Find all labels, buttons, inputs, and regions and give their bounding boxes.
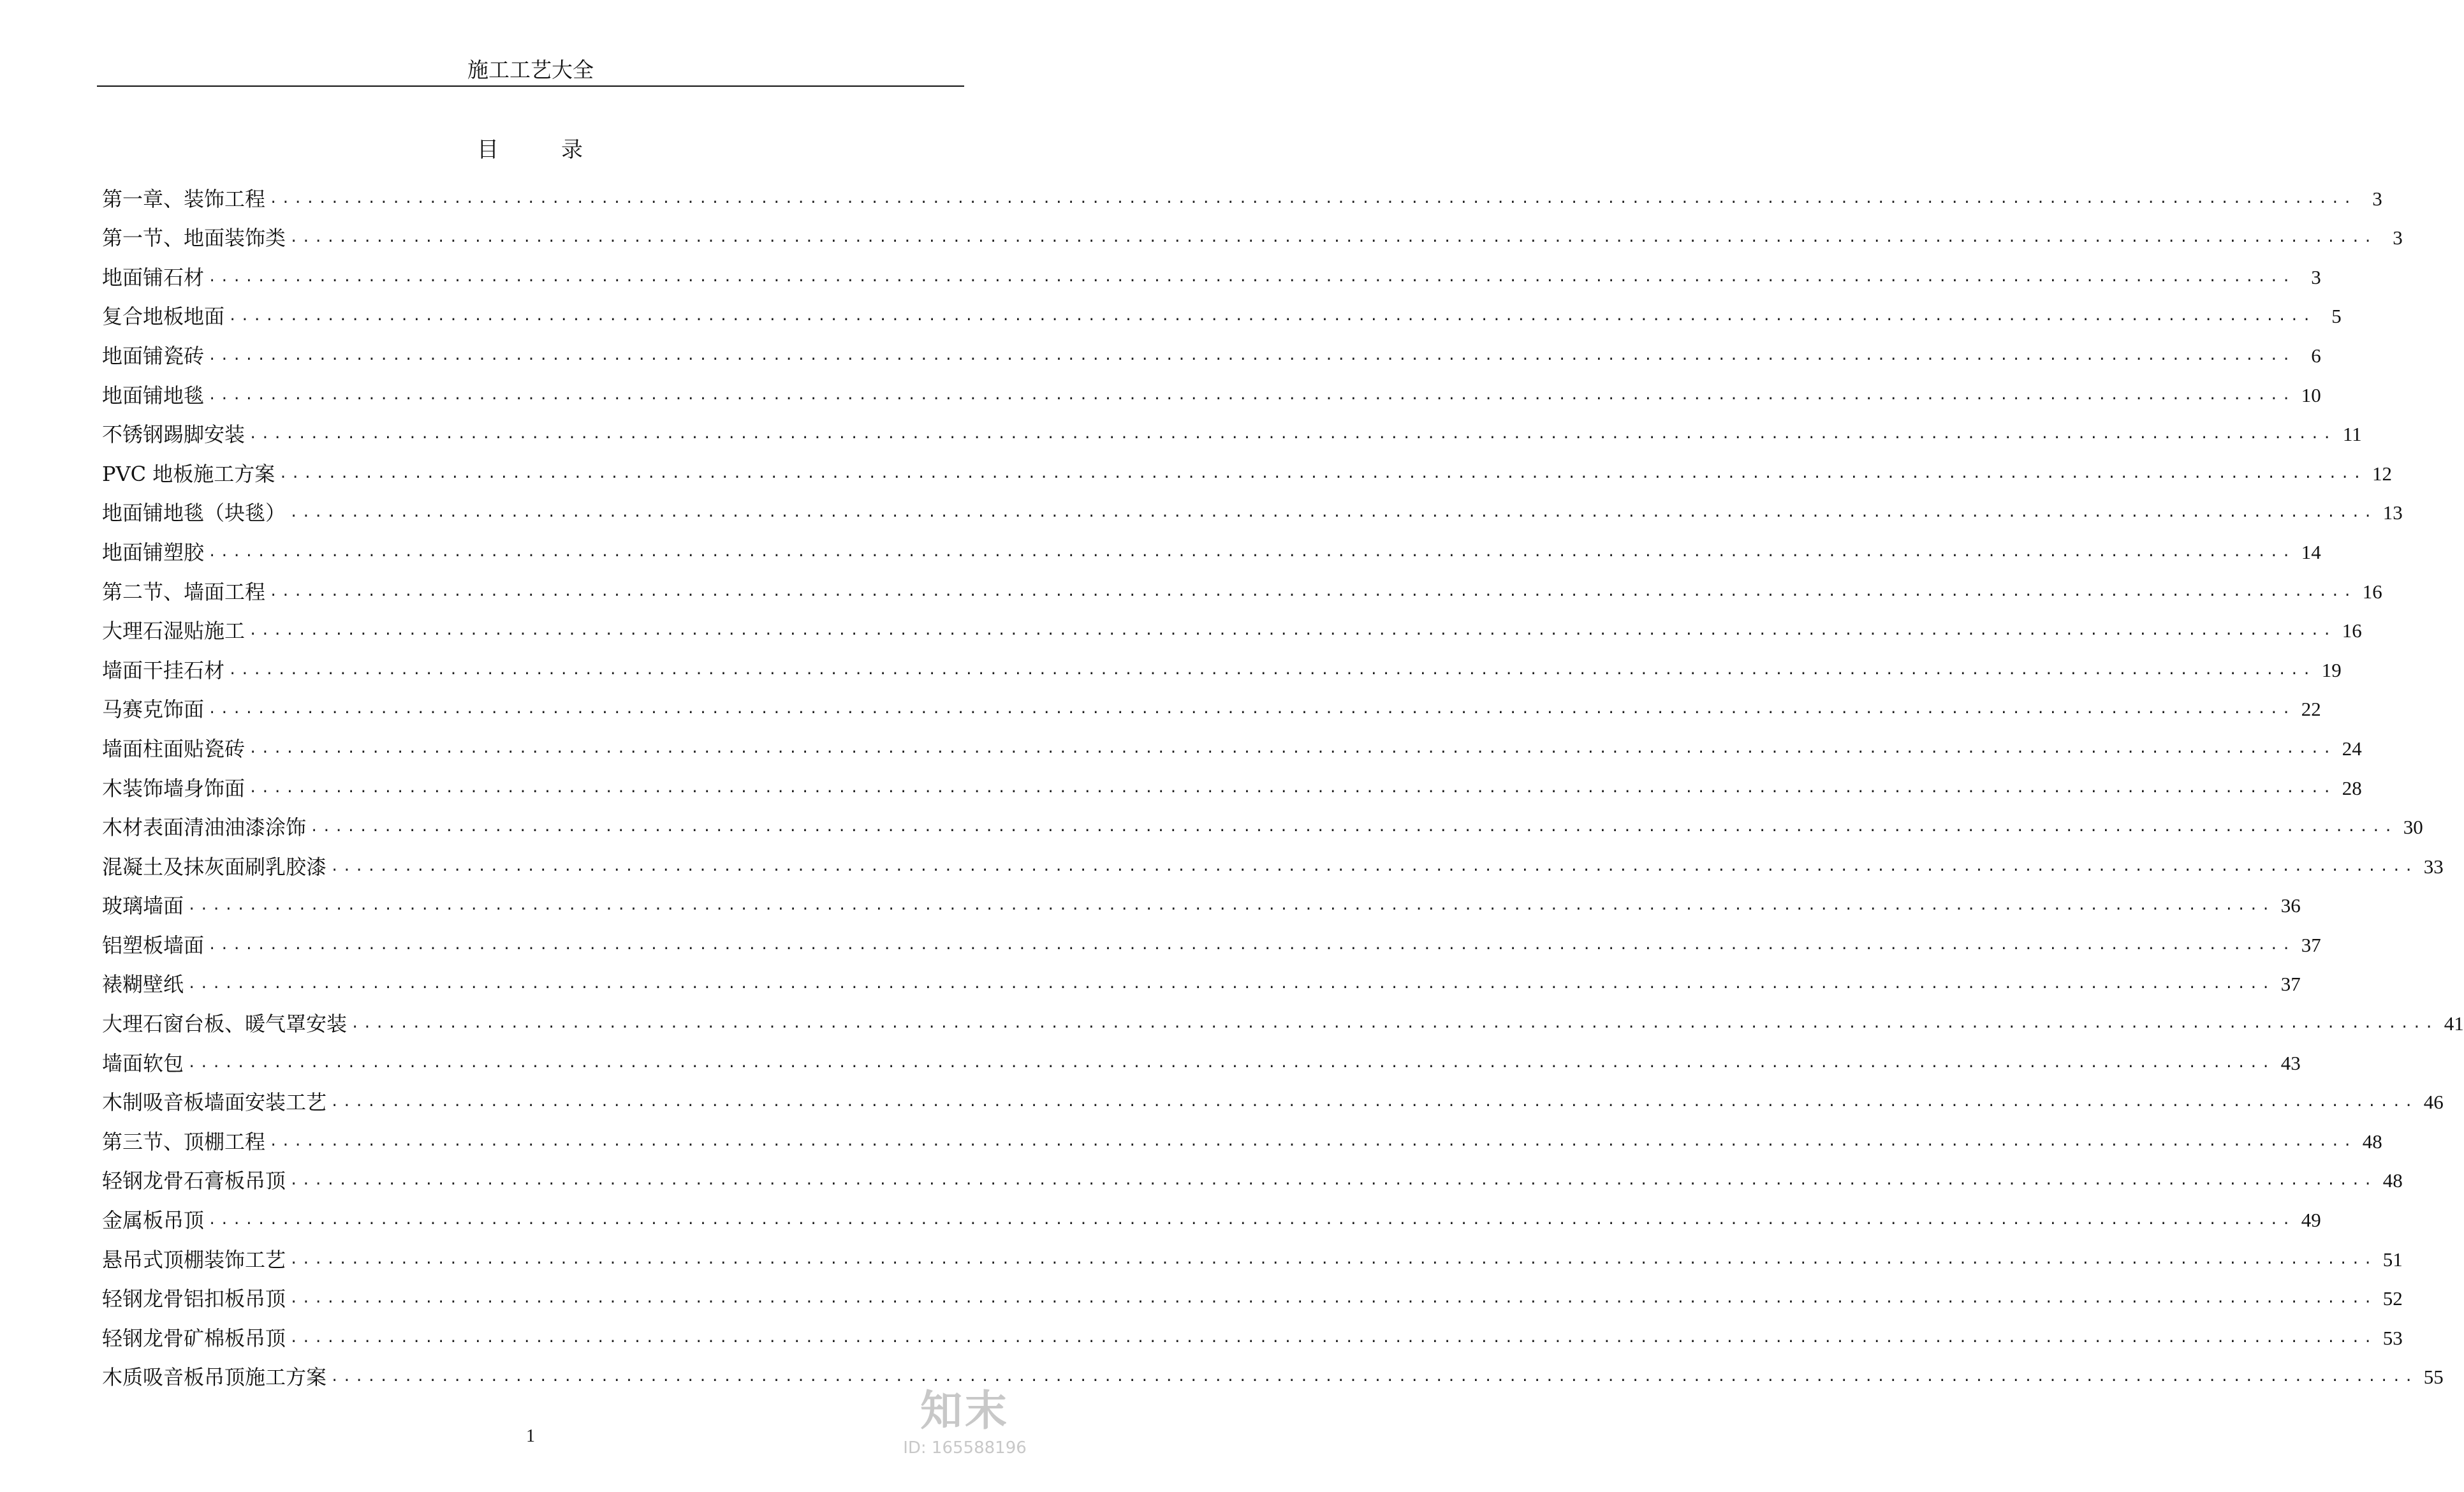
toc-entry[interactable] (102, 488, 2403, 528)
toc-entry-label: 木制吸音板墙面安装工艺 (102, 1090, 327, 1115)
toc-entry[interactable] (102, 213, 2403, 253)
toc-leader-dots: .......................................................................................................................................................................... (208, 347, 2294, 364)
toc-leader-dots: .......................................................................................................................................................................... (269, 1133, 2356, 1149)
toc-entry-page: 13 (2382, 501, 2403, 524)
toc-entry-label: 轻钢龙骨铝扣板吊顶 (102, 1287, 286, 1311)
toc-leader-dots: .......................................................................................................................................................................... (187, 897, 2274, 914)
toc-entry-label: 地面铺地毯 (102, 383, 205, 408)
toc-entry-page: 52 (2382, 1287, 2403, 1310)
toc-entry-page: 37 (2301, 933, 2321, 956)
toc-entry-label: 墙面柱面贴瓷砖 (102, 736, 246, 761)
toc-entry-page: 3 (2372, 187, 2382, 210)
toc-entry-page: 16 (2362, 580, 2382, 603)
toc-entry[interactable] (102, 1195, 2321, 1234)
toc-entry-page: 28 (2342, 776, 2362, 799)
toc-entry-page: 16 (2342, 619, 2362, 642)
toc-leader-dots: .......................................................................................................................................................................... (290, 230, 2376, 246)
toc-entry-page: 41 (2444, 1012, 2464, 1035)
page-header: 施工工艺大全 (467, 57, 594, 82)
toc-entry-label: 铝塑板墙面 (102, 933, 205, 957)
toc-entry-page: 24 (2342, 737, 2362, 760)
toc-title-right: 录 (561, 137, 584, 163)
toc-leader-dots: .......................................................................................................................................................................... (249, 623, 2335, 639)
toc-entry-page: 3 (2311, 265, 2321, 288)
toc-leader-dots: .......................................................................................................................................................................... (208, 387, 2294, 403)
toc-entry-label: 轻钢龙骨矿棉板吊顶 (102, 1326, 286, 1350)
toc-leader-dots: .......................................................................................................................................................................... (208, 936, 2294, 953)
toc-entry[interactable] (102, 1038, 2301, 1077)
toc-entry-label: 墙面干挂石材 (102, 658, 225, 683)
toc-entry[interactable] (102, 1274, 2403, 1313)
toc-leader-dots: .......................................................................................................................................................................... (330, 1094, 2417, 1111)
toc-entry[interactable] (102, 1234, 2403, 1274)
toc-entry-label: 复合地板地面 (102, 304, 225, 329)
toc-entry[interactable] (102, 370, 2321, 410)
toc-entry-label: 地面铺石材 (102, 265, 205, 290)
toc-entry-page: 49 (2301, 1209, 2321, 1232)
watermark-logo: 知末 (920, 1386, 1009, 1435)
toc-entry-label: 混凝土及抹灰面刷乳胶漆 (102, 854, 327, 879)
toc-entry-label: 地面铺地毯（块毯） (102, 501, 286, 526)
toc-leader-dots: .......................................................................................................................................................................... (228, 308, 2315, 325)
toc-entry-page: 11 (2342, 423, 2362, 446)
toc-title-left: 目 (477, 137, 500, 163)
toc-entry[interactable] (102, 410, 2362, 449)
toc-leader-dots: .......................................................................................................................................................................... (290, 505, 2376, 521)
toc-entry-label: 木质吸音板吊顶施工方案 (102, 1365, 327, 1390)
toc-leader-dots: .......................................................................................................................................................................... (187, 1054, 2274, 1071)
toc-entry-page: 19 (2321, 658, 2342, 681)
toc-leader-dots: .......................................................................................................................................................................... (279, 465, 2365, 482)
toc-entry[interactable] (102, 645, 2342, 684)
toc-entry-label: 地面铺塑胶 (102, 540, 205, 565)
toc-leader-dots: .......................................................................................................................................................................... (249, 779, 2335, 796)
toc-leader-dots: .......................................................................................................................................................................... (269, 583, 2356, 600)
toc-entry-label: 裱糊壁纸 (102, 972, 184, 997)
toc-leader-dots: .......................................................................................................................................................................... (310, 819, 2396, 836)
toc-entry[interactable] (102, 527, 2321, 566)
toc-entry[interactable] (102, 881, 2301, 920)
toc-entry-label: 墙面软包 (102, 1051, 184, 1075)
toc-entry[interactable] (102, 330, 2321, 370)
toc-entry[interactable] (102, 252, 2321, 292)
toc-entry-label: 第一章、装饰工程 (102, 186, 266, 211)
toc-leader-dots: .......................................................................................................................................................................... (290, 1251, 2376, 1267)
toc-entry-page: 43 (2280, 1051, 2301, 1074)
toc-entry-label: PVC 地板施工方案 (102, 461, 275, 486)
toc-entry-label: 大理石湿贴施工 (102, 619, 246, 644)
toc-entry-label: 玻璃墙面 (102, 894, 184, 919)
toc-entry-page: 48 (2362, 1130, 2382, 1153)
watermark (901, 1387, 1029, 1458)
toc-entry-page: 33 (2423, 855, 2444, 878)
toc-entry[interactable] (102, 920, 2321, 959)
toc-leader-dots: .......................................................................................................................................................................... (330, 1369, 2417, 1385)
toc-entry-label: 第一节、地面装饰类 (102, 226, 286, 251)
toc-entry-page: 51 (2382, 1248, 2403, 1271)
toc-entry-label: 木装饰墙身饰面 (102, 776, 246, 801)
toc-entry-label: 悬吊式顶棚装饰工艺 (102, 1247, 286, 1272)
toc-entry[interactable] (102, 1313, 2403, 1352)
toc-entry[interactable] (102, 684, 2321, 724)
toc-entry[interactable] (102, 802, 2423, 842)
toc-entry-label: 马赛克饰面 (102, 697, 205, 722)
toc-entry-label: 不锈钢踢脚安装 (102, 422, 246, 447)
toc-entry-page: 12 (2372, 462, 2392, 485)
toc-entry-label: 木材表面清油油漆涂饰 (102, 815, 307, 840)
toc-entry-page: 22 (2301, 698, 2321, 721)
toc-leader-dots: .......................................................................................................................................................................... (208, 543, 2294, 560)
toc-entry[interactable] (102, 1077, 2444, 1117)
toc-entry[interactable] (102, 959, 2301, 999)
toc-entry-page: 55 (2423, 1366, 2444, 1389)
toc-leader-dots: .......................................................................................................................................................................... (249, 740, 2335, 757)
toc-entry[interactable] (102, 723, 2362, 763)
toc-leader-dots: .......................................................................................................................................................................... (290, 1290, 2376, 1307)
toc-entry-page: 6 (2311, 344, 2321, 367)
toc-leader-dots: .......................................................................................................................................................................... (208, 269, 2294, 285)
toc-entry-page: 14 (2301, 540, 2321, 563)
page-number: 1 (526, 1426, 535, 1446)
toc-entry-label: 大理石窗台板、暖气罩安装 (102, 1012, 348, 1037)
toc-entry-page: 37 (2280, 973, 2301, 996)
toc-entry-page: 5 (2331, 305, 2342, 328)
toc-leader-dots: .......................................................................................................................................................................... (208, 1212, 2294, 1229)
toc-leader-dots: .......................................................................................................................................................................... (249, 426, 2335, 443)
toc-entry-page: 36 (2280, 894, 2301, 917)
toc-leader-dots: .......................................................................................................................................................................... (269, 190, 2356, 207)
toc-leader-dots: .......................................................................................................................................................................... (351, 1016, 2437, 1032)
toc-leader-dots: .......................................................................................................................................................................... (187, 976, 2274, 993)
toc-entry-label: 第二节、墙面工程 (102, 579, 266, 604)
toc-entry-page: 48 (2382, 1169, 2403, 1192)
toc-entry-page: 30 (2403, 816, 2423, 839)
toc-entry-label: 轻钢龙骨石膏板吊顶 (102, 1169, 286, 1193)
toc-entry[interactable] (102, 1156, 2403, 1195)
header-rule (97, 85, 964, 87)
toc-leader-dots: .......................................................................................................................................................................... (208, 701, 2294, 718)
toc-title (97, 134, 964, 166)
toc-entry[interactable] (102, 763, 2362, 802)
toc-entry-page: 53 (2382, 1326, 2403, 1349)
toc-entry-label: 第三节、顶棚工程 (102, 1129, 266, 1154)
toc-entry-label: 地面铺瓷砖 (102, 343, 205, 368)
toc-entry[interactable] (102, 292, 2342, 331)
toc-entry[interactable] (102, 1352, 2444, 1392)
toc-entry-page: 10 (2301, 383, 2321, 406)
toc-entry-label: 金属板吊顶 (102, 1208, 205, 1233)
toc-entry[interactable] (102, 566, 2382, 606)
toc-leader-dots: .......................................................................................................................................................................... (290, 1329, 2376, 1346)
toc-entry[interactable] (102, 606, 2362, 646)
toc-entry-page: 3 (2393, 226, 2403, 249)
toc-entry[interactable] (102, 448, 2392, 488)
toc-entry[interactable] (102, 998, 2464, 1038)
toc-leader-dots: .......................................................................................................................................................................... (290, 1172, 2376, 1189)
toc-entry-page: 46 (2423, 1091, 2444, 1114)
toc-leader-dots: .......................................................................................................................................................................... (330, 858, 2417, 875)
toc-leader-dots: .......................................................................................................................................................................... (228, 661, 2315, 678)
toc-entry[interactable] (102, 1116, 2382, 1156)
toc-list (102, 174, 2464, 1391)
toc-entry[interactable] (102, 174, 2382, 213)
toc-entry[interactable] (102, 841, 2444, 881)
watermark-id: ID: 165588196 (903, 1438, 1027, 1458)
